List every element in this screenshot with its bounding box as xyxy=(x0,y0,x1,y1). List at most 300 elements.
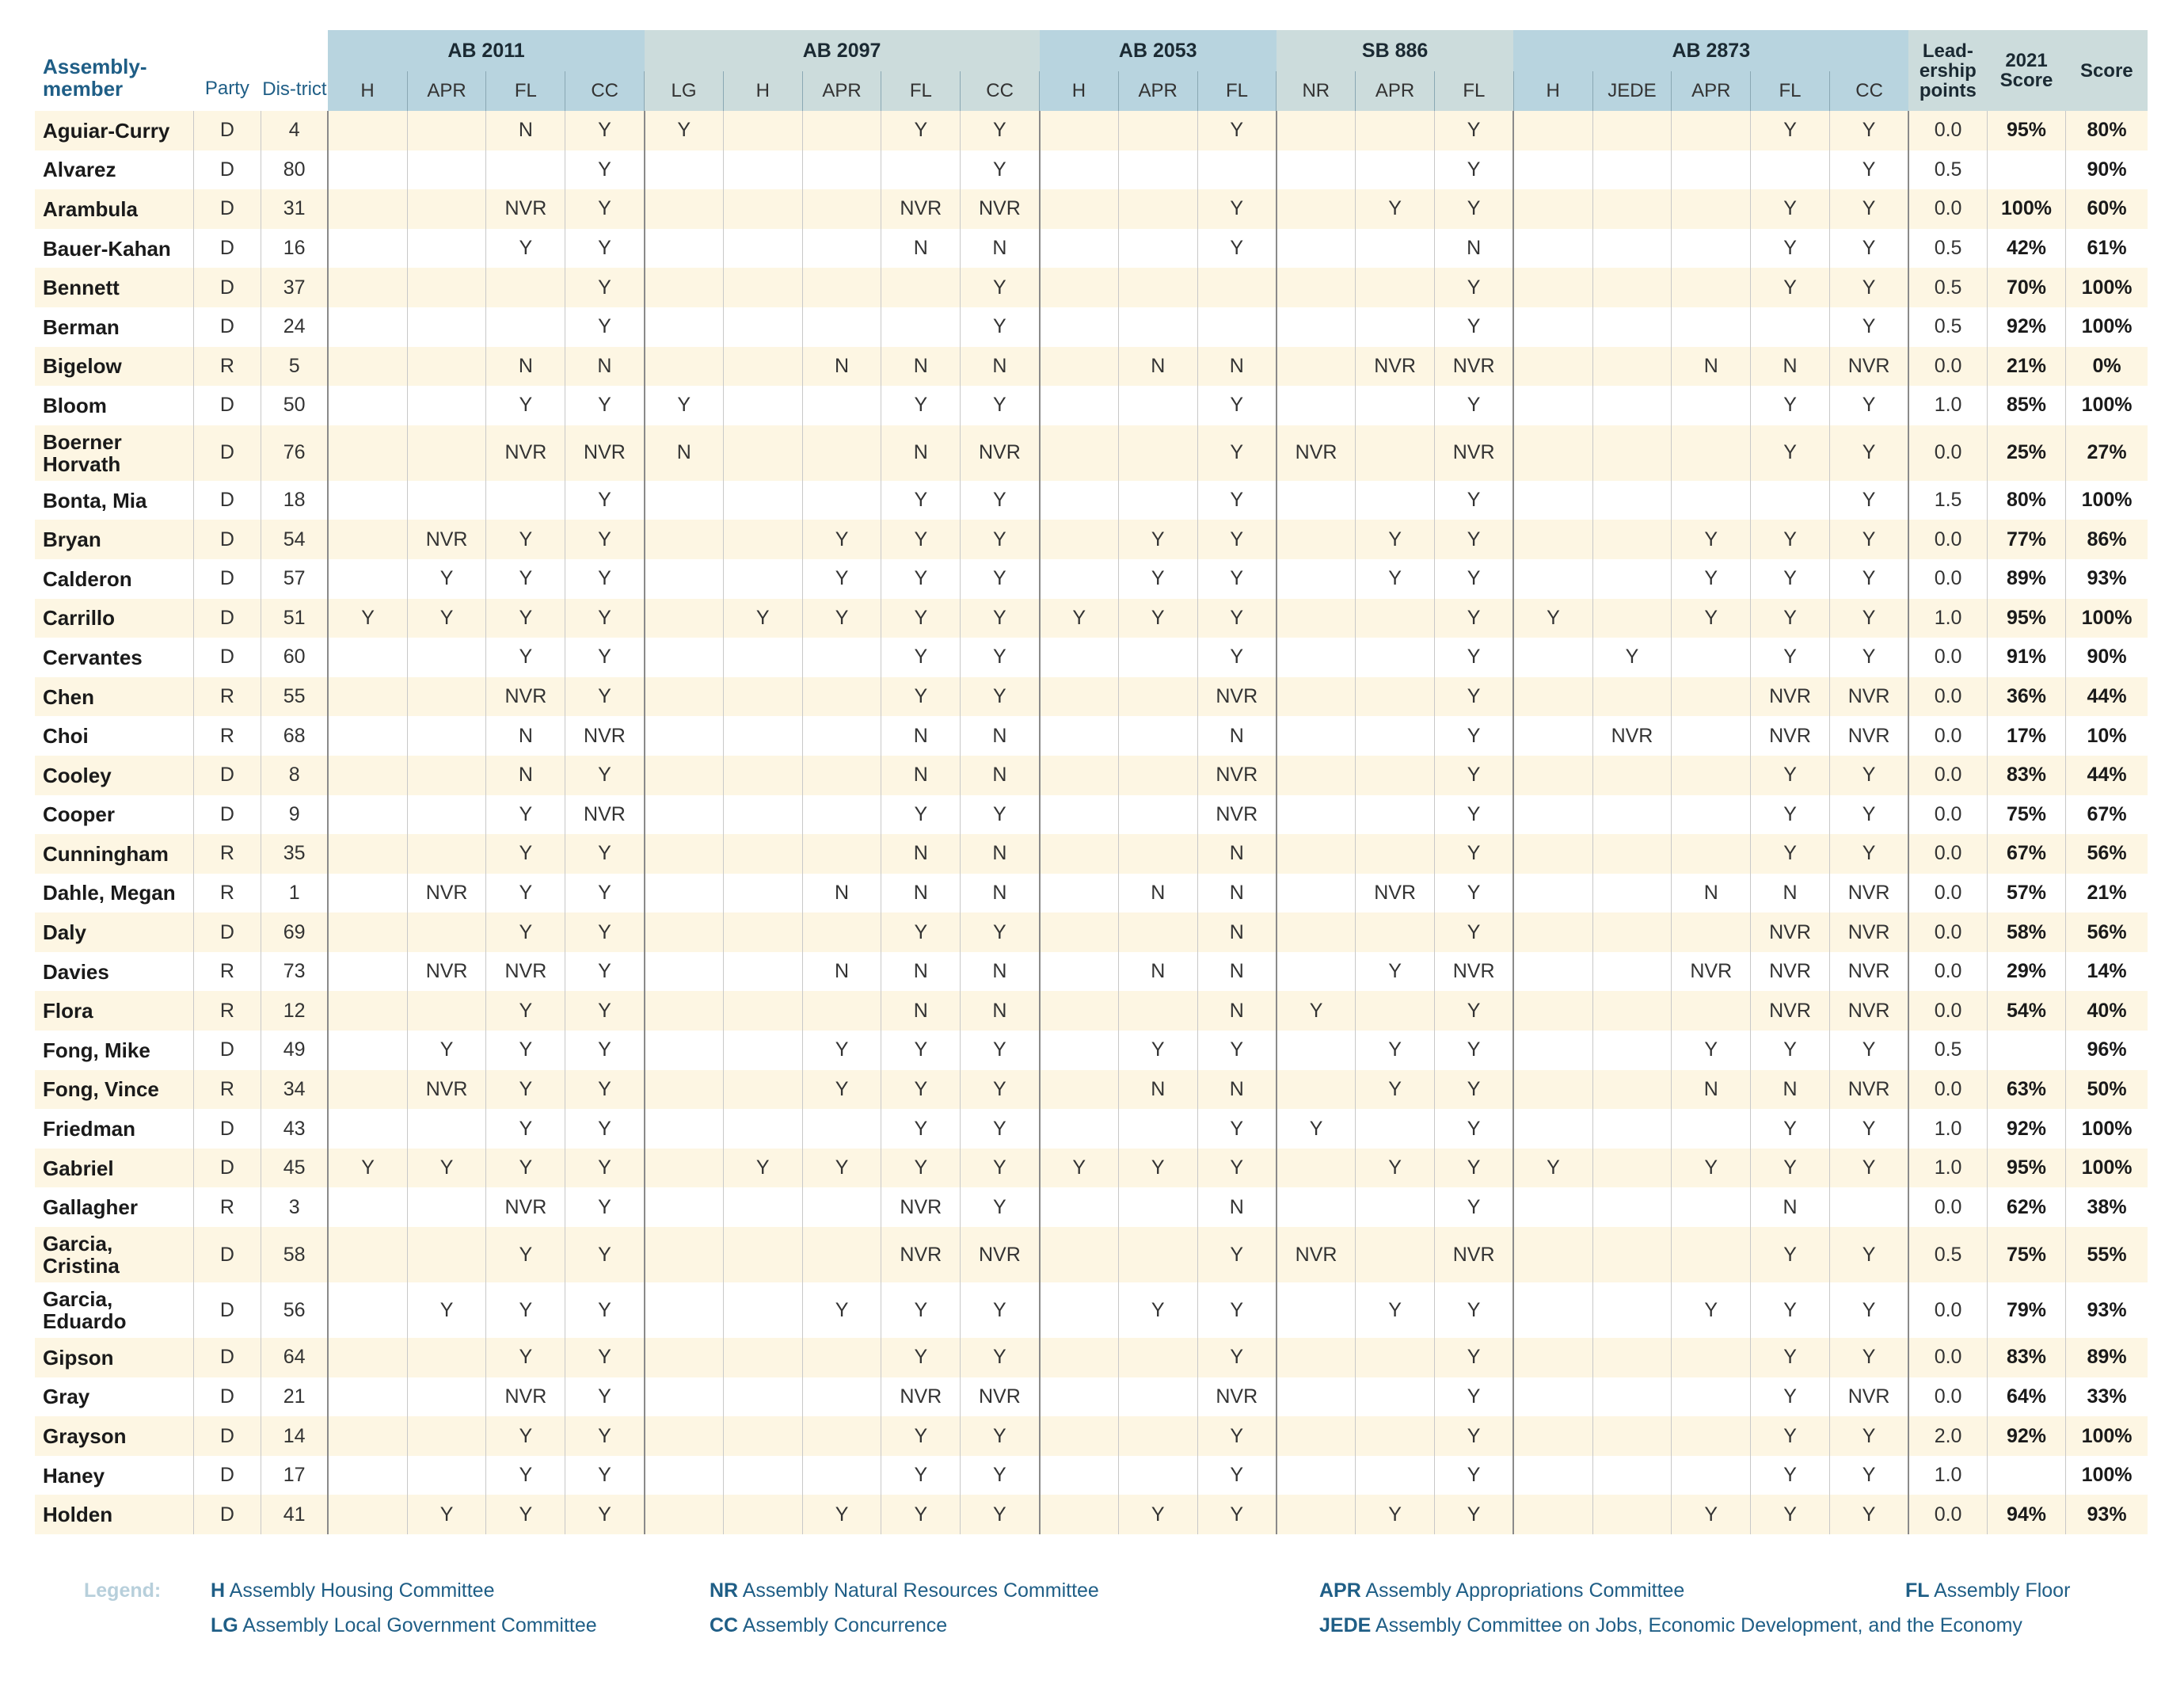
table-row xyxy=(35,150,2148,190)
vote-cell xyxy=(1040,559,1119,599)
leadership-cell: 0.0 xyxy=(1908,874,1987,913)
member-name: Bennett xyxy=(35,268,193,307)
vote-cell xyxy=(1592,1338,1672,1377)
member-name: Garcia, Cristina xyxy=(35,1227,193,1282)
score-cell: 60% xyxy=(2066,189,2148,229)
vote-cell: Y xyxy=(486,991,565,1031)
vote-cell xyxy=(1040,874,1119,913)
vote-cell: Y xyxy=(961,1187,1040,1227)
table-row xyxy=(35,1109,2148,1149)
vote-cell: Y xyxy=(1434,1149,1513,1188)
vote-cell xyxy=(1672,189,1751,229)
vote-cell xyxy=(1197,307,1277,347)
member-name: Grayson xyxy=(35,1416,193,1456)
vote-cell xyxy=(645,677,724,717)
party-cell: D xyxy=(193,1338,261,1377)
vote-cell: Y xyxy=(645,386,724,425)
score-2021-cell: 92% xyxy=(1987,1109,2065,1149)
vote-cell: N xyxy=(1751,1187,1830,1227)
vote-cell xyxy=(802,189,881,229)
vote-cell xyxy=(723,1456,802,1495)
stage-header: JEDE xyxy=(1592,71,1672,111)
stage-header: FL xyxy=(486,71,565,111)
score-cell: 100% xyxy=(2066,599,2148,638)
vote-cell xyxy=(723,150,802,190)
vote-cell: Y xyxy=(1751,189,1830,229)
vote-cell xyxy=(1513,111,1592,150)
vote-cell xyxy=(645,559,724,599)
vote-cell xyxy=(1118,991,1197,1031)
vote-cell xyxy=(723,481,802,520)
vote-cell: Y xyxy=(565,268,645,307)
vote-cell: Y xyxy=(1356,559,1435,599)
vote-cell xyxy=(1356,111,1435,150)
district-cell: 50 xyxy=(261,386,328,425)
vote-cell: Y xyxy=(1829,1149,1908,1188)
vote-cell xyxy=(1672,716,1751,756)
vote-cell: Y xyxy=(961,1149,1040,1188)
vote-cell: Y xyxy=(1672,1031,1751,1070)
leadership-cell: 1.0 xyxy=(1908,1149,1987,1188)
vote-cell xyxy=(328,307,407,347)
vote-cell: Y xyxy=(565,481,645,520)
vote-cell: NVR xyxy=(1829,347,1908,387)
vote-cell: Y xyxy=(1356,1149,1435,1188)
vote-cell: Y xyxy=(645,111,724,150)
vote-cell xyxy=(1356,716,1435,756)
score-cell: 80% xyxy=(2066,111,2148,150)
table-row xyxy=(35,1070,2148,1110)
vote-cell xyxy=(328,386,407,425)
vote-cell: Y xyxy=(1434,795,1513,835)
vote-cell: Y xyxy=(1434,520,1513,559)
vote-cell: N xyxy=(881,874,961,913)
party-cell: R xyxy=(193,834,261,874)
vote-cell: Y xyxy=(1197,425,1277,481)
vote-cell xyxy=(1040,1227,1119,1282)
table-row xyxy=(35,638,2148,677)
vote-cell xyxy=(645,756,724,795)
vote-cell: NVR xyxy=(1751,677,1830,717)
vote-cell xyxy=(1356,1338,1435,1377)
vote-cell: N xyxy=(1197,1070,1277,1110)
vote-cell xyxy=(645,1495,724,1534)
score-2021-cell: 36% xyxy=(1987,677,2065,717)
vote-cell: NVR xyxy=(565,795,645,835)
vote-cell: Y xyxy=(881,559,961,599)
vote-cell: N xyxy=(881,952,961,992)
legend-text: Assembly Local Government Committee xyxy=(242,1614,597,1636)
vote-cell xyxy=(1356,756,1435,795)
vote-cell: Y xyxy=(1434,834,1513,874)
vote-cell xyxy=(1277,1338,1356,1377)
vote-cell: Y xyxy=(1197,111,1277,150)
vote-cell: Y xyxy=(1434,874,1513,913)
vote-cell: Y xyxy=(881,912,961,952)
vote-cell xyxy=(486,268,565,307)
member-name: Fong, Mike xyxy=(35,1031,193,1070)
vote-cell xyxy=(407,268,486,307)
vote-cell xyxy=(1672,834,1751,874)
district-cell: 24 xyxy=(261,307,328,347)
vote-cell: Y xyxy=(565,1109,645,1149)
vote-cell: N xyxy=(565,347,645,387)
vote-cell xyxy=(1356,599,1435,638)
vote-cell: Y xyxy=(486,912,565,952)
vote-cell xyxy=(881,150,961,190)
table-row xyxy=(35,307,2148,347)
vote-cell xyxy=(1672,756,1751,795)
member-name: Daly xyxy=(35,912,193,952)
leadership-cell: 1.0 xyxy=(1908,386,1987,425)
vote-cell: Y xyxy=(1197,481,1277,520)
vote-cell: Y xyxy=(1434,991,1513,1031)
vote-cell: Y xyxy=(1434,1187,1513,1227)
vote-cell xyxy=(1513,1377,1592,1417)
vote-cell xyxy=(328,1338,407,1377)
party-cell: D xyxy=(193,307,261,347)
score-2021-cell: 42% xyxy=(1987,229,2065,269)
stage-header: NR xyxy=(1277,71,1356,111)
score-cell: 27% xyxy=(2066,425,2148,481)
member-name: Davies xyxy=(35,952,193,992)
vote-cell xyxy=(1513,1109,1592,1149)
vote-cell xyxy=(645,347,724,387)
vote-cell xyxy=(1118,1227,1197,1282)
vote-cell: Y xyxy=(565,189,645,229)
vote-cell: Y xyxy=(961,386,1040,425)
vote-cell xyxy=(1118,1456,1197,1495)
vote-cell: Y xyxy=(802,559,881,599)
vote-cell xyxy=(1592,386,1672,425)
vote-cell: Y xyxy=(1197,1149,1277,1188)
score-2021-cell xyxy=(1987,1456,2065,1495)
member-name: Cooper xyxy=(35,795,193,835)
score-cell: 100% xyxy=(2066,1109,2148,1149)
score-cell: 0% xyxy=(2066,347,2148,387)
vote-cell: Y xyxy=(1356,1282,1435,1338)
vote-cell: Y xyxy=(1434,481,1513,520)
vote-cell xyxy=(1356,1416,1435,1456)
vote-cell: Y xyxy=(1434,189,1513,229)
score-2021-cell xyxy=(1987,1031,2065,1070)
vote-cell xyxy=(645,795,724,835)
table-row xyxy=(35,912,2148,952)
vote-cell xyxy=(407,111,486,150)
vote-cell xyxy=(723,874,802,913)
vote-cell xyxy=(407,1456,486,1495)
vote-cell xyxy=(328,991,407,1031)
vote-cell xyxy=(1592,425,1672,481)
vote-cell xyxy=(1513,386,1592,425)
vote-cell: Y xyxy=(961,111,1040,150)
vote-cell: Y xyxy=(565,756,645,795)
vote-cell: Y xyxy=(961,481,1040,520)
stage-header: APR xyxy=(1356,71,1435,111)
vote-cell: Y xyxy=(1751,425,1830,481)
table-row xyxy=(35,991,2148,1031)
vote-cell: Y xyxy=(802,1282,881,1338)
vote-cell xyxy=(1592,229,1672,269)
vote-cell: NVR xyxy=(1277,1227,1356,1282)
vote-cell xyxy=(328,1227,407,1282)
vote-cell: NVR xyxy=(961,1227,1040,1282)
vote-cell: NVR xyxy=(1751,991,1830,1031)
vote-cell: Y xyxy=(1197,1416,1277,1456)
vote-cell: Y xyxy=(486,1495,565,1534)
vote-cell xyxy=(802,1187,881,1227)
table-row xyxy=(35,1416,2148,1456)
vote-cell xyxy=(1040,1338,1119,1377)
vote-cell xyxy=(486,481,565,520)
vote-cell xyxy=(1513,1031,1592,1070)
vote-cell xyxy=(723,189,802,229)
score-2021-cell: 95% xyxy=(1987,599,2065,638)
vote-cell xyxy=(1040,425,1119,481)
vote-cell xyxy=(1592,1495,1672,1534)
vote-cell: Y xyxy=(486,229,565,269)
member-name: Bryan xyxy=(35,520,193,559)
district-cell: 43 xyxy=(261,1109,328,1149)
vote-cell: Y xyxy=(1829,756,1908,795)
vote-cell xyxy=(723,1070,802,1110)
score-2021-cell: 89% xyxy=(1987,559,2065,599)
vote-cell: Y xyxy=(1829,1227,1908,1282)
vote-cell: Y xyxy=(1829,1456,1908,1495)
table-row xyxy=(35,1031,2148,1070)
vote-cell: Y xyxy=(961,599,1040,638)
legend-item xyxy=(1319,1614,2022,1637)
district-cell: 60 xyxy=(261,638,328,677)
vote-cell xyxy=(328,425,407,481)
vote-cell xyxy=(723,520,802,559)
vote-cell xyxy=(1672,386,1751,425)
vote-cell xyxy=(1829,1187,1908,1227)
vote-cell xyxy=(802,1338,881,1377)
vote-cell: Y xyxy=(1513,599,1592,638)
party-cell: R xyxy=(193,677,261,717)
score-cell: 67% xyxy=(2066,795,2148,835)
vote-cell: NVR xyxy=(1434,952,1513,992)
score-2021-cell: 95% xyxy=(1987,1149,2065,1188)
vote-cell xyxy=(1277,1031,1356,1070)
scorecard-table xyxy=(35,30,2148,1534)
district-cell: 37 xyxy=(261,268,328,307)
vote-cell xyxy=(1040,347,1119,387)
vote-cell xyxy=(1277,874,1356,913)
vote-cell: Y xyxy=(1829,307,1908,347)
stage-header: APR xyxy=(1118,71,1197,111)
vote-cell: N xyxy=(486,347,565,387)
vote-cell xyxy=(723,307,802,347)
vote-cell xyxy=(1672,229,1751,269)
vote-cell: Y xyxy=(486,874,565,913)
vote-cell xyxy=(1513,1416,1592,1456)
party-cell: D xyxy=(193,1031,261,1070)
vote-cell: Y xyxy=(1197,1495,1277,1534)
vote-cell xyxy=(645,1109,724,1149)
vote-cell: Y xyxy=(1829,1495,1908,1534)
vote-cell: Y xyxy=(1434,111,1513,150)
vote-cell: Y xyxy=(565,1227,645,1282)
member-name: Bloom xyxy=(35,386,193,425)
vote-cell xyxy=(1672,1109,1751,1149)
vote-cell xyxy=(1672,638,1751,677)
vote-cell xyxy=(1118,1377,1197,1417)
vote-cell xyxy=(1356,229,1435,269)
header-party: Party xyxy=(193,30,261,111)
vote-cell: Y xyxy=(565,874,645,913)
vote-cell: Y xyxy=(1751,1377,1830,1417)
vote-cell xyxy=(1672,1456,1751,1495)
vote-cell xyxy=(328,1070,407,1110)
party-cell: R xyxy=(193,952,261,992)
vote-cell xyxy=(1513,874,1592,913)
vote-cell: Y xyxy=(1356,1495,1435,1534)
vote-cell: Y xyxy=(1829,386,1908,425)
vote-cell xyxy=(1592,756,1672,795)
vote-scorecard xyxy=(35,30,2148,1534)
vote-cell xyxy=(1277,111,1356,150)
vote-cell: Y xyxy=(1751,520,1830,559)
vote-cell: Y xyxy=(961,1109,1040,1149)
score-2021-cell: 63% xyxy=(1987,1070,2065,1110)
vote-cell xyxy=(802,1416,881,1456)
vote-cell: Y xyxy=(1197,1031,1277,1070)
vote-cell xyxy=(1040,795,1119,835)
legend-item xyxy=(1905,1579,2070,1602)
vote-cell xyxy=(645,1456,724,1495)
vote-cell xyxy=(1672,111,1751,150)
vote-cell: Y xyxy=(565,1070,645,1110)
member-name: Bonta, Mia xyxy=(35,481,193,520)
vote-cell xyxy=(407,189,486,229)
vote-cell xyxy=(1277,599,1356,638)
vote-cell xyxy=(645,1227,724,1282)
vote-cell: Y xyxy=(1672,520,1751,559)
vote-cell xyxy=(1672,1377,1751,1417)
leadership-cell: 0.0 xyxy=(1908,1377,1987,1417)
vote-cell: Y xyxy=(407,1149,486,1188)
vote-cell xyxy=(723,1109,802,1149)
score-cell: 90% xyxy=(2066,150,2148,190)
vote-cell xyxy=(1356,307,1435,347)
vote-cell xyxy=(1592,1377,1672,1417)
vote-cell: Y xyxy=(881,481,961,520)
vote-cell: Y xyxy=(961,1416,1040,1456)
vote-cell xyxy=(1118,150,1197,190)
score-2021-cell: 91% xyxy=(1987,638,2065,677)
vote-cell xyxy=(1277,1070,1356,1110)
vote-cell: Y xyxy=(961,1495,1040,1534)
vote-cell xyxy=(1592,347,1672,387)
vote-cell xyxy=(328,756,407,795)
vote-cell: Y xyxy=(565,229,645,269)
vote-cell xyxy=(723,1338,802,1377)
member-name: Choi xyxy=(35,716,193,756)
vote-cell xyxy=(1040,1456,1119,1495)
vote-cell: Y xyxy=(881,1416,961,1456)
vote-cell: Y xyxy=(1829,268,1908,307)
vote-cell: Y xyxy=(486,599,565,638)
vote-cell xyxy=(1040,386,1119,425)
vote-cell: Y xyxy=(1829,520,1908,559)
vote-cell: Y xyxy=(565,1031,645,1070)
score-2021-cell: 58% xyxy=(1987,912,2065,952)
vote-cell: NVR xyxy=(961,189,1040,229)
leadership-cell: 0.0 xyxy=(1908,638,1987,677)
vote-cell: Y xyxy=(565,386,645,425)
district-cell: 1 xyxy=(261,874,328,913)
vote-cell xyxy=(1040,307,1119,347)
bill-header: AB 2873 xyxy=(1513,30,1908,71)
party-cell: D xyxy=(193,229,261,269)
district-cell: 8 xyxy=(261,756,328,795)
score-cell: 90% xyxy=(2066,638,2148,677)
vote-cell: Y xyxy=(881,1495,961,1534)
vote-cell xyxy=(1513,912,1592,952)
vote-cell xyxy=(1277,520,1356,559)
party-cell: D xyxy=(193,150,261,190)
leadership-cell: 0.0 xyxy=(1908,1282,1987,1338)
vote-cell xyxy=(1277,386,1356,425)
vote-cell xyxy=(1118,1338,1197,1377)
vote-cell: Y xyxy=(723,599,802,638)
vote-cell xyxy=(723,795,802,835)
member-name: Dahle, Megan xyxy=(35,874,193,913)
vote-cell: Y xyxy=(802,1495,881,1534)
table-row xyxy=(35,1149,2148,1188)
vote-cell xyxy=(1672,150,1751,190)
vote-cell: Y xyxy=(881,638,961,677)
score-2021-cell: 64% xyxy=(1987,1377,2065,1417)
vote-cell: Y xyxy=(1751,756,1830,795)
vote-cell xyxy=(1040,912,1119,952)
vote-cell xyxy=(802,1109,881,1149)
vote-cell xyxy=(1118,677,1197,717)
district-cell: 21 xyxy=(261,1377,328,1417)
vote-cell: Y xyxy=(1356,1070,1435,1110)
vote-cell: N xyxy=(1751,874,1830,913)
vote-cell: Y xyxy=(1434,756,1513,795)
leadership-cell: 0.0 xyxy=(1908,677,1987,717)
vote-cell xyxy=(1118,756,1197,795)
legend-code: NR xyxy=(710,1579,739,1602)
score-2021-cell: 77% xyxy=(1987,520,2065,559)
vote-cell xyxy=(1040,1377,1119,1417)
party-cell: D xyxy=(193,1109,261,1149)
vote-cell xyxy=(1592,1282,1672,1338)
vote-cell xyxy=(407,1227,486,1282)
vote-cell xyxy=(1277,150,1356,190)
vote-cell xyxy=(1592,1031,1672,1070)
vote-cell: N xyxy=(1197,347,1277,387)
vote-cell xyxy=(1356,481,1435,520)
vote-cell: Y xyxy=(486,1109,565,1149)
vote-cell xyxy=(1040,481,1119,520)
vote-cell xyxy=(1277,716,1356,756)
vote-cell xyxy=(1513,991,1592,1031)
vote-cell xyxy=(645,150,724,190)
vote-cell xyxy=(723,347,802,387)
vote-cell: Y xyxy=(407,599,486,638)
vote-cell: Y xyxy=(1434,677,1513,717)
vote-cell: NVR xyxy=(1197,677,1277,717)
vote-cell xyxy=(802,1377,881,1417)
member-name: Gabriel xyxy=(35,1149,193,1188)
vote-cell: Y xyxy=(1434,1031,1513,1070)
vote-cell xyxy=(1277,834,1356,874)
